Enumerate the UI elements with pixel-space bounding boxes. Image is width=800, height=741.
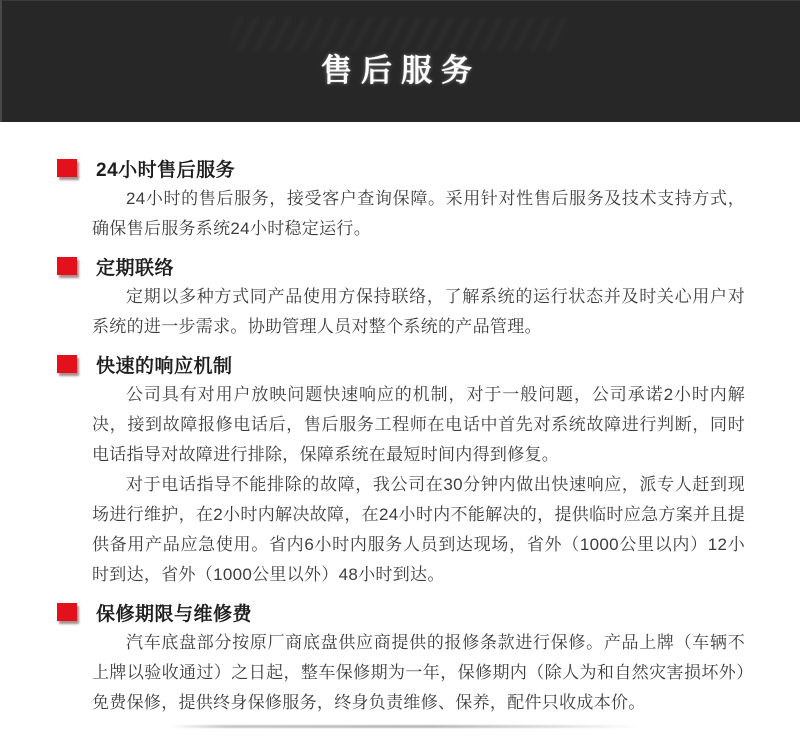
section-warranty: [57, 600, 745, 718]
section-24h-service: [57, 156, 745, 244]
section-body: [92, 628, 745, 718]
section-title: 24小时售后服务: [96, 159, 236, 181]
content-area: [0, 122, 800, 718]
section-fast-response: [57, 352, 745, 590]
section-header: [57, 600, 745, 624]
section-body: [92, 184, 745, 244]
paragraph: 对于电话指导不能排除的故障，我公司在30分钟内做出快速响应，派专人赶到现场进行维护，在2小时内解决故障，在24小时内不能解决的，提供临时应急方案并且提供备用产品应急使用。省内6小时内服务人员到达现场，省外（1000公里以内）12小时到达，省外（1000公里以外）48小时到达。: [92, 475, 745, 584]
red-square-bullet-icon: [57, 355, 77, 373]
section-title: 快速的响应机制: [96, 355, 233, 377]
section-regular-contact: [57, 254, 745, 342]
red-square-bullet-icon: [57, 159, 77, 177]
paragraph: 公司具有对用户放映问题快速响应的机制，对于一般问题，公司承诺2小时内解决，接到故障报修电话后，售后服务工程师在电话中首先对系统故障进行判断，同时电话指导对故障进行排除，保障系统在最短时间内得到修复。: [92, 385, 745, 464]
page-title: 售后服务: [321, 53, 481, 88]
paragraph: 汽车底盘部分按原厂商底盘供应商提供的报修条款进行保修。产品上牌（车辆不上牌以验收通过）之日起，整车保修期为一年，保修期内（除人为和自然灾害损坏外）免费保修，提供终身保修服务，终身负责维修、保养，配件只收成本价。: [92, 633, 745, 712]
paragraph: 定期以多种方式同产品使用方保持联络，了解系统的运行状态并及时关心用户对系统的进一步需求。协助管理人员对整个系统的产品管理。: [92, 287, 745, 336]
section-body: [92, 282, 745, 342]
paragraph: 24小时的售后服务，接受客户查询保障。采用针对性售后服务及技术支持方式，确保售后服务系统24小时稳定运行。: [92, 189, 745, 238]
watermark-smudge: [226, 17, 567, 51]
red-square-bullet-icon: [57, 603, 77, 621]
section-title: 定期联络: [96, 257, 175, 279]
header-banner: [0, 0, 800, 122]
bottom-band-remnant: [170, 725, 640, 728]
section-header: [57, 156, 745, 180]
section-header: [57, 254, 745, 278]
section-header: [57, 352, 745, 376]
red-square-bullet-icon: [57, 257, 77, 275]
section-body: [92, 380, 745, 590]
section-title: 保修期限与维修费: [96, 603, 253, 625]
